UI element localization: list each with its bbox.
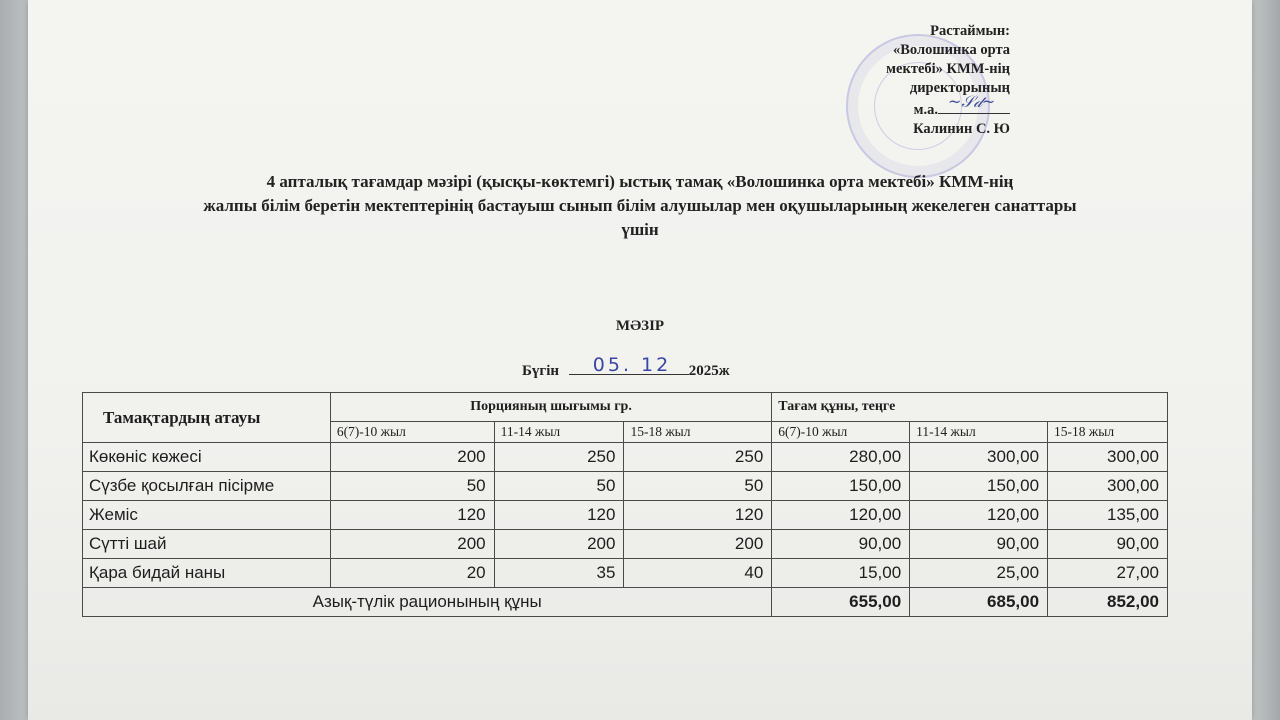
signature-blank: [938, 92, 1010, 114]
table-cell: 120: [330, 501, 494, 530]
approval-position: м.а.: [913, 102, 938, 118]
approval-line-2: мектебі» КММ-нің: [886, 61, 1010, 77]
table-cell: 50: [494, 472, 624, 501]
table-cell: 200: [330, 530, 494, 559]
approval-sign-row: [790, 92, 1010, 120]
subheader-age: 15-18 жыл: [624, 422, 772, 443]
table-cell: 50: [330, 472, 494, 501]
header-dish-name: Тамақтардың атауы: [83, 393, 331, 443]
dish-name: Көкөніс көжесі: [83, 443, 331, 472]
date-blank: [569, 354, 689, 376]
table-row: [83, 559, 1168, 588]
table-cell: 90,00: [910, 530, 1048, 559]
subheader-age: 6(7)-10 жыл: [330, 422, 494, 443]
table-cell: 120: [624, 501, 772, 530]
table-cell: 50: [624, 472, 772, 501]
table-cell: 90,00: [1048, 530, 1168, 559]
subheader-age: 11-14 жыл: [910, 422, 1048, 443]
table-cell: 15,00: [772, 559, 910, 588]
table-cell: 27,00: [1048, 559, 1168, 588]
total-label: Азық-түлік рационының құны: [83, 588, 772, 617]
approval-line-1: «Волошинка орта: [893, 42, 1010, 58]
table-cell: 120,00: [772, 501, 910, 530]
approval-block: [790, 22, 1010, 139]
title-line-2: жалпы білім беретін мектептерінің бастауыш сынып білім алушылар мен оқушыларының жекелеген санаттары: [203, 196, 1077, 215]
table-cell: 300,00: [1048, 472, 1168, 501]
table-cell: 300,00: [1048, 443, 1168, 472]
menu-table: [82, 392, 1168, 617]
table-cell: 150,00: [910, 472, 1048, 501]
date-handwritten: 05. 12: [592, 354, 672, 376]
table-cell: 300,00: [910, 443, 1048, 472]
table-total-row: [83, 588, 1168, 617]
table-cell: 20: [330, 559, 494, 588]
title-line-1: 4 апталық тағамдар мәзірі (қысқы-көктемгі) ыстық тамақ «Волошинка орта мектебі» КММ-нің: [266, 172, 1014, 191]
table-row: [83, 501, 1168, 530]
table-cell: 25,00: [910, 559, 1048, 588]
table-row: [83, 443, 1168, 472]
table-cell: 200: [624, 530, 772, 559]
table-cell: 280,00: [772, 443, 910, 472]
total-cell: 685,00: [910, 588, 1048, 617]
subheader-age: 15-18 жыл: [1048, 422, 1168, 443]
title-line-3: үшін: [621, 220, 659, 239]
date-label: Бүгін: [522, 363, 560, 379]
table-cell: 135,00: [1048, 501, 1168, 530]
dish-name: Сүтті шай: [83, 530, 331, 559]
signature-icon: ~𝒮𝒹~: [948, 92, 996, 111]
dish-name: Жеміс: [83, 501, 331, 530]
approval-line-3: директорының: [909, 80, 1010, 96]
table-cell: 200: [330, 443, 494, 472]
document-title: [80, 170, 1200, 242]
table-cell: 90,00: [772, 530, 910, 559]
table-cell: 200: [494, 530, 624, 559]
header-portion-group: Порцияның шығымы гр.: [330, 393, 771, 422]
table-cell: 35: [494, 559, 624, 588]
table-cell: 250: [624, 443, 772, 472]
header-price-group: Тағам құны, теңге: [772, 393, 1168, 422]
total-cell: 655,00: [772, 588, 910, 617]
table-cell: 120,00: [910, 501, 1048, 530]
total-cell: 852,00: [1048, 588, 1168, 617]
menu-heading: МӘЗІР: [615, 318, 665, 334]
approval-director-name: Калинин С. Ю: [913, 121, 1010, 137]
table-cell: 120: [494, 501, 624, 530]
table-header-row: [83, 393, 1168, 422]
subheader-age: 6(7)-10 жыл: [772, 422, 910, 443]
dish-name: Қара бидай наны: [83, 559, 331, 588]
table-cell: 250: [494, 443, 624, 472]
table-cell: 40: [624, 559, 772, 588]
date-row: [522, 354, 730, 380]
subheader-age: 11-14 жыл: [494, 422, 624, 443]
date-year: 2025ж: [688, 363, 730, 379]
table-row: [83, 472, 1168, 501]
approval-heading: Растаймын:: [930, 23, 1010, 39]
table-row: [83, 530, 1168, 559]
dish-name: Сүзбе қосылған пісірме: [83, 472, 331, 501]
table-cell: 150,00: [772, 472, 910, 501]
